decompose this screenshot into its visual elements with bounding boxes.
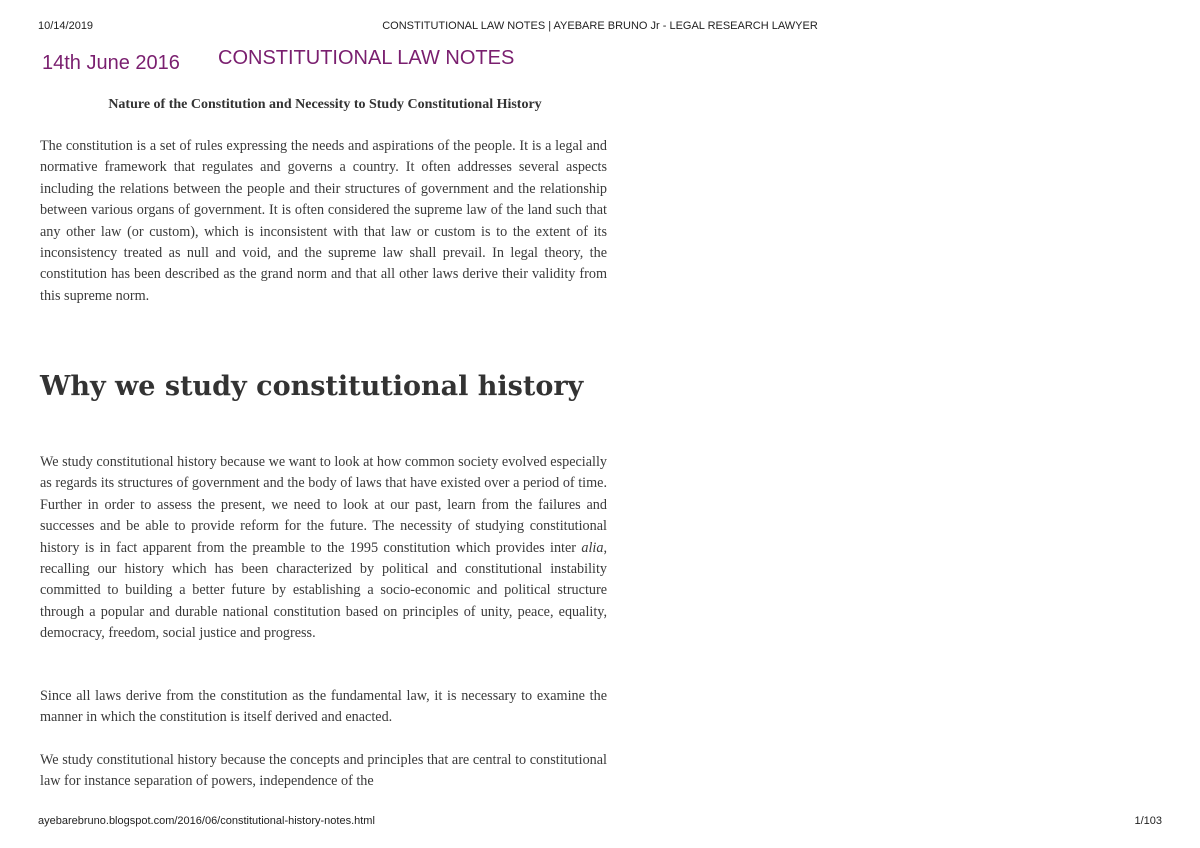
print-date: 10/14/2019 (38, 20, 94, 32)
post-date: 14th June 2016 (42, 52, 180, 74)
paragraph-italic-term: alia (581, 539, 604, 556)
paragraph-fundamental-law: Since all laws derive from the constitution as the fundamental law, it is necessary to examine the manner in which the constitution is itself derived and enacted. (40, 688, 607, 726)
paragraph-concepts: We study constitutional history because the concepts and principles that are central to constitutional law for instance separation of powers, independence of the (40, 752, 607, 790)
print-page-number: 1/103 (1134, 815, 1162, 827)
post-title: CONSTITUTIONAL LAW NOTES (218, 47, 515, 69)
paragraph-text-part: , recalling our history which has been characterized by political and constitutional instability committed to building a better future by establishing a socio-economic and political structure through a popular and durable national constitution based on principles of unity, peace, equality, democracy, freedom, social justice and progress. (40, 539, 607, 642)
heading-why-study: Why we study constitutional history (40, 371, 584, 402)
paragraph-constitution-definition: The constitution is a set of rules expressing the needs and aspirations of the people. It is a legal and normative framework that regulates and governs a country. It often addresses several aspects including the relations between the people and their structures of government and the relationship between various organs of government. It is often considered the supreme law of the land such that any other law (or custom), which is inconsistent with that law or custom is to the extent of its inconsistency treated as null and void, and the supreme law shall prevail. In legal theory, the constitution has been described as the grand norm and that all other laws derive their validity from this supreme norm. (40, 138, 607, 304)
paragraph-why-study (40, 452, 607, 645)
paragraph-text-part: We study constitutional history because we want to look at how common society evolved especially as regards its structures of government and the body of laws that have existed over a period of time. Further in order to assess the present, we need to look at our past, learn from the failures and successes and be able to provide reform for the future. The necessity of studying constitutional history is in fact apparent from the preamble to the 1995 constitution which provides inter (40, 454, 608, 556)
print-header-title: CONSTITUTIONAL LAW NOTES | AYEBARE BRUNO Jr - LEGAL RESEARCH LAWYER (382, 20, 818, 32)
section-subtitle: Nature of the Constitution and Necessity to Study Constitutional History (108, 97, 542, 112)
print-footer-url: ayebarebruno.blogspot.com/2016/06/constitutional-history-notes.html (38, 815, 375, 827)
